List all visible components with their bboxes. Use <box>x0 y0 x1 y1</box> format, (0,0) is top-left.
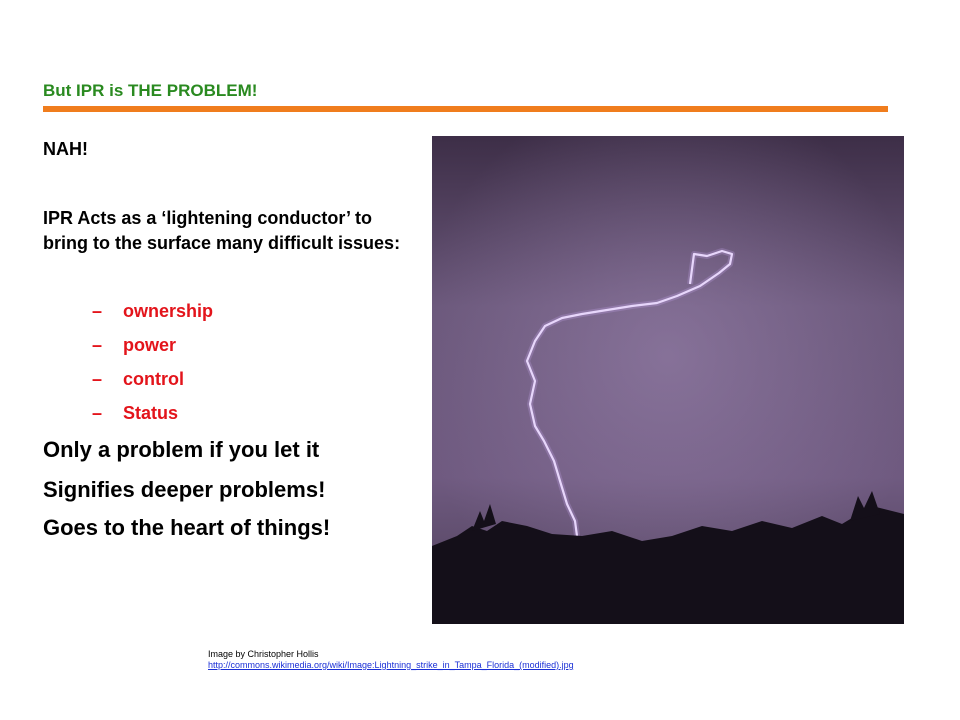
credit-link[interactable]: http://commons.wikimedia.org/wiki/Image:Lightning_strike_in_Tampa_Florida_(modified).jpg <box>208 660 574 670</box>
bullet-control: control <box>123 369 184 389</box>
list-item <box>92 399 213 433</box>
bullet-dash: – <box>92 403 103 423</box>
bullet-ownership: ownership <box>123 301 214 321</box>
nah-text: NAH! <box>43 139 88 159</box>
bullet-dash: – <box>92 301 103 321</box>
statement-deeper: Signifies deeper problems! <box>43 477 326 502</box>
slide-title: But IPR is THE PROBLEM! <box>43 81 258 100</box>
statement-heart: Goes to the heart of things! <box>43 515 331 540</box>
image-credit <box>208 649 574 671</box>
credit-author: Image by Christopher Hollis <box>208 649 319 659</box>
issues-list <box>92 297 213 433</box>
bullet-status: Status <box>123 403 179 423</box>
intro-paragraph: IPR Acts as a ‘lightening conductor’ to bring to the surface many difficult issues: <box>43 208 401 253</box>
list-item <box>92 297 213 331</box>
bullet-dash: – <box>92 335 103 355</box>
statement-problem: Only a problem if you let it <box>43 437 320 462</box>
bullet-power: power <box>123 335 177 355</box>
title-divider <box>43 106 888 112</box>
list-item <box>92 365 213 399</box>
bullet-dash: – <box>92 369 103 389</box>
list-item <box>92 331 213 365</box>
lightning-photo <box>432 136 904 624</box>
